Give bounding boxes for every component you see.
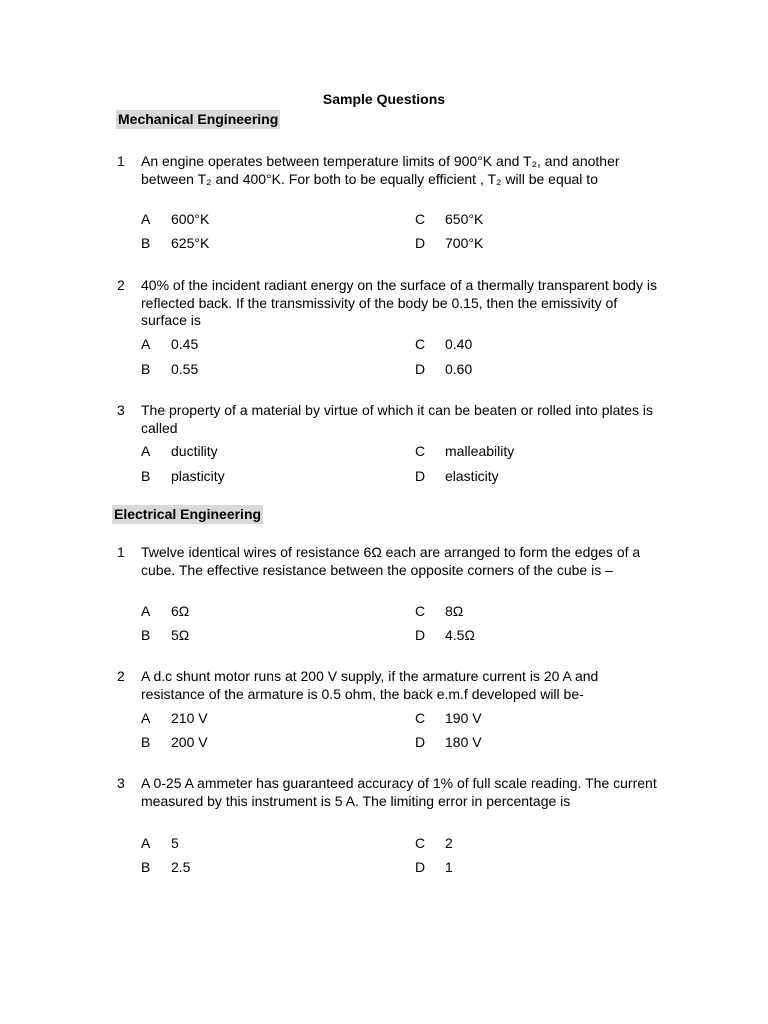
question-text: The property of a material by virtue of which it can be beaten or rolled into plates is called [141, 402, 654, 436]
option-text: 190 V [445, 710, 482, 726]
option-letter: B [141, 859, 151, 875]
option-letter: B [141, 627, 151, 643]
question-item [117, 544, 657, 644]
option-letter: C [415, 603, 426, 619]
option-text: 6Ω [171, 603, 190, 619]
option-letter: C [415, 211, 426, 227]
option-text: 650°K [445, 211, 484, 227]
option-letter: D [415, 734, 426, 750]
option-letter: A [141, 443, 151, 459]
option-letter: D [415, 859, 426, 875]
option-text: 4.5Ω [445, 627, 475, 643]
option-text: 0.60 [445, 361, 473, 377]
option-text: 600°K [171, 211, 210, 227]
option-letter: D [415, 235, 426, 251]
option-letter: A [141, 336, 151, 352]
section-heading-mechanical: Mechanical Engineering [118, 111, 279, 127]
option-text: 0.40 [445, 336, 473, 352]
option-letter: B [141, 468, 151, 484]
option-text: 200 V [171, 734, 208, 750]
option-letter: D [415, 361, 426, 377]
question-text: 40% of the incident radiant energy on the surface of a thermally transparent body is reflected back. If the transmissivity of the body be 0.15, then the emissivity of surface is [141, 277, 657, 328]
option-text: 0.55 [171, 361, 199, 377]
option-text: 0.45 [171, 336, 199, 352]
question-item [117, 277, 657, 377]
option-letter: A [141, 211, 151, 227]
question-number: 2 [117, 668, 125, 684]
option-text: plasticity [171, 468, 225, 484]
option-letter: B [141, 734, 151, 750]
option-letter: A [141, 603, 151, 619]
option-letter: B [141, 361, 151, 377]
option-text: 210 V [171, 710, 208, 726]
question-number: 1 [117, 544, 125, 560]
option-letter: D [415, 627, 426, 643]
option-letter: C [415, 835, 426, 851]
question-item [117, 402, 657, 492]
section-heading-electrical: Electrical Engineering [114, 506, 262, 522]
question-text: A d.c shunt motor runs at 200 V supply, if the armature current is 20 A and resistance of the armature is 0.5 ohm, the back e.m.f developed will be- [141, 668, 599, 702]
question-item [117, 153, 657, 253]
question-number: 1 [117, 153, 125, 169]
option-letter: A [141, 710, 151, 726]
option-text: 8Ω [445, 603, 464, 619]
option-letter: B [141, 235, 151, 251]
option-letter: C [415, 336, 426, 352]
option-letter: D [415, 468, 426, 484]
question-text: An engine operates between temperature limits of 900°K and T₂, and another between T₂ and 400°K. For both to be equally efficient , T₂ will be equal to [141, 153, 620, 187]
option-text: 700°K [445, 235, 484, 251]
question-number: 2 [117, 277, 125, 293]
option-text: 2.5 [171, 859, 191, 875]
question-text: Twelve identical wires of resistance 6Ω each are arranged to form the edges of a cube. The effective resistance between the opposite corners of the cube is – [141, 544, 641, 578]
option-text: 625°K [171, 235, 210, 251]
option-text: 5 [171, 835, 179, 851]
option-text: ductility [171, 443, 218, 459]
question-number: 3 [117, 402, 125, 418]
question-text: A 0-25 A ammeter has guaranteed accuracy of 1% of full scale reading. The current measured by this instrument is 5 A. The limiting error in percentage is [141, 775, 657, 809]
option-letter: C [415, 710, 426, 726]
option-text: 1 [445, 859, 453, 875]
page-title: Sample Questions [322, 91, 446, 107]
option-text: elasticity [445, 468, 499, 484]
option-text: malleability [445, 443, 515, 459]
option-text: 2 [445, 835, 453, 851]
question-number: 3 [117, 775, 125, 791]
question-item [117, 668, 657, 758]
option-text: 5Ω [171, 627, 190, 643]
option-text: 180 V [445, 734, 482, 750]
option-letter: A [141, 835, 151, 851]
option-letter: C [415, 443, 426, 459]
question-item [117, 775, 657, 875]
